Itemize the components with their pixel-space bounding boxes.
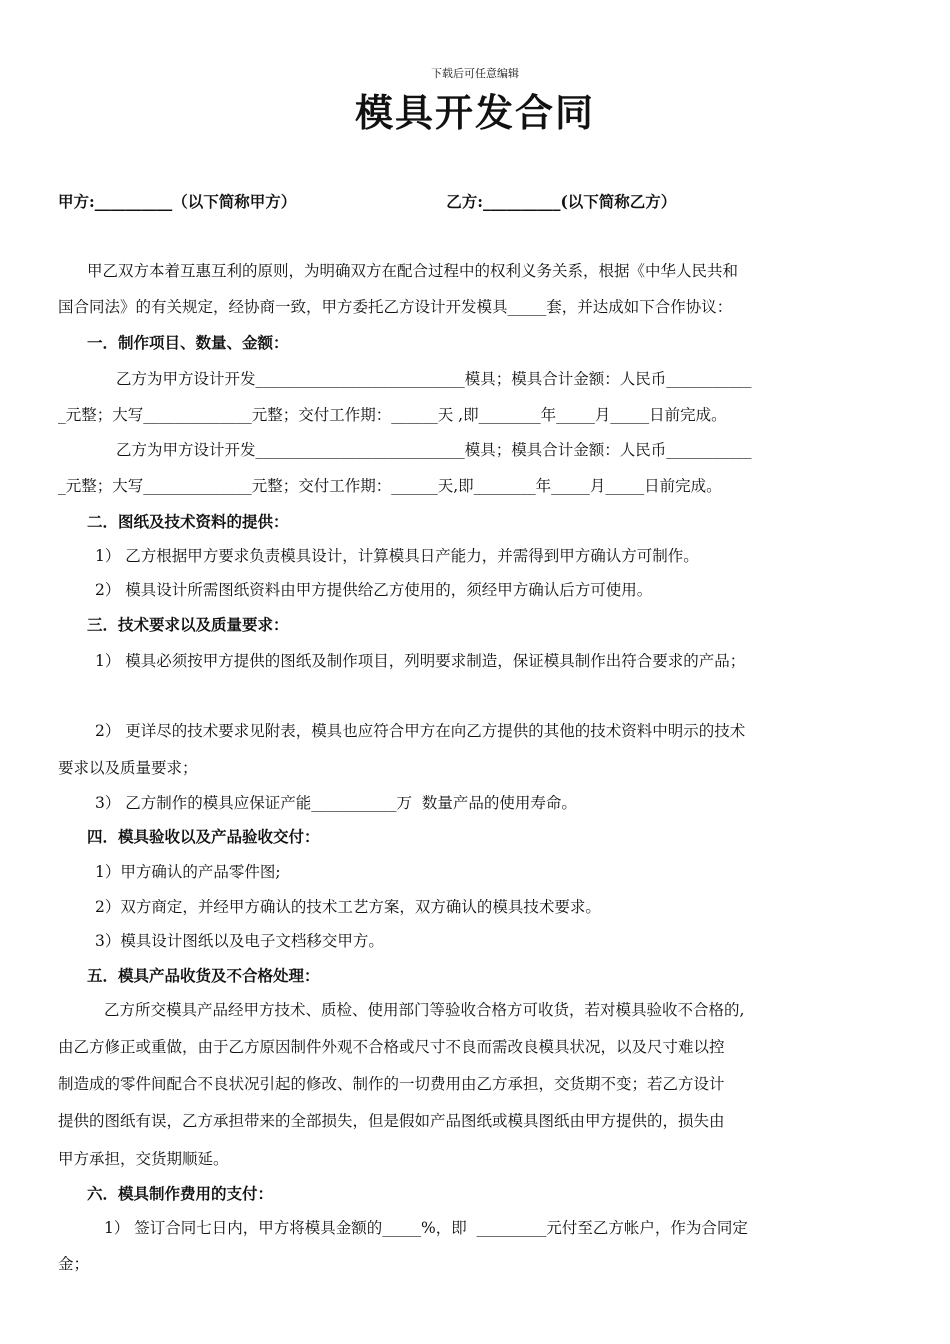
header-note: 下载后可任意编辑 xyxy=(431,67,519,80)
section-1-line: 乙方为甲方设计开发___________________________模具；模具合计金额：人民币___________ xyxy=(116,370,752,388)
parties-row xyxy=(58,191,676,213)
section-5-line: 提供的图纸有误，乙方承担带来的全部损失，但是假如产品图纸或模具图纸由甲方提供的，损失由 xyxy=(58,1112,725,1130)
section-3-line: 1） 模具必须按甲方提供的图纸及制作项目，列明要求制造，保证模具制作出符合要求的产品； xyxy=(95,652,746,670)
section-2-line: 2） 模具设计所需图纸资料由甲方提供给乙方使用的，须经甲方确认后方可使用。 xyxy=(95,581,653,599)
section-6-line: 1） 签订合同七日内，甲方将模具金额的_____%，即 _________元付至乙方帐户，作为合同定 xyxy=(104,1219,748,1237)
section-5-line: 由乙方修正或重做，由于乙方原因制件外观不合格或尺寸不良而需改良模具状况，以及尺寸难以控 xyxy=(58,1038,725,1056)
section-5-line: 甲方承担，交货期顺延。 xyxy=(58,1150,229,1168)
section-4-heading: 四．模具验收以及产品验收交付： xyxy=(87,827,320,846)
section-1-line: _元整；大写______________元整；交付工作期：______天,即________年_____月_____日前完成。 xyxy=(58,477,722,495)
section-4-line: 3）模具设计图纸以及电子文档移交甲方。 xyxy=(95,932,384,950)
section-3-line: 3） 乙方制作的模具应保证产能___________万 数量产品的使用寿命。 xyxy=(95,794,577,812)
section-2-heading: 二．图纸及技术资料的提供： xyxy=(87,512,289,531)
document-title: 模具开发合同 xyxy=(354,90,595,135)
section-4-line: 1）甲方确认的产品零件图; xyxy=(95,863,281,881)
party-b: 乙方:__________(以下简称乙方） xyxy=(446,192,677,211)
section-6-heading: 六．模具制作费用的支付： xyxy=(87,1184,274,1203)
section-2-line: 1） 乙方根据甲方要求负责模具设计，计算模具日产能力，并需得到甲方确认方可制作。 xyxy=(95,547,699,565)
section-5-heading: 五．模具产品收货及不合格处理： xyxy=(87,966,320,985)
section-3-line: 2） 更详尽的技术要求见附表，模具也应符合甲方在向乙方提供的其他的技术资料中明示的技术 xyxy=(95,722,746,740)
section-4-line: 2）双方商定，并经甲方确认的技术工艺方案，双方确认的模具技术要求。 xyxy=(95,898,601,916)
party-a: 甲方:__________（以下简称甲方） xyxy=(58,192,297,211)
section-1-heading: 一．制作项目、数量、金额： xyxy=(87,333,289,352)
section-1-line: _元整；大写______________元整；交付工作期：______天 ,即________年_____月_____日前完成。 xyxy=(58,406,727,424)
intro-line-2: 国合同法》的有关规定，经协商一致，甲方委托乙方设计开发模具_____套，并达成如下合作协议： xyxy=(58,298,733,316)
section-1-line: 乙方为甲方设计开发___________________________模具；模具合计金额：人民币___________ xyxy=(116,441,752,459)
section-3-line: 要求以及质量要求； xyxy=(58,759,198,777)
section-6-line: 金； xyxy=(58,1255,90,1273)
section-5-line: 乙方所交模具产品经甲方技术、质检、使用部门等验收合格方可收货，若对模具验收不合格的, xyxy=(104,1001,745,1019)
intro-line-1: 甲乙双方本着互惠互利的原则，为明确双方在配合过程中的权利义务关系，根据《中华人民共和 xyxy=(87,262,739,280)
section-3-heading: 三．技术要求以及质量要求： xyxy=(87,615,289,634)
section-5-line: 制造成的零件间配合不良状况引起的修改、制作的一切费用由乙方承担，交货期不变；若乙方设计 xyxy=(58,1075,725,1093)
